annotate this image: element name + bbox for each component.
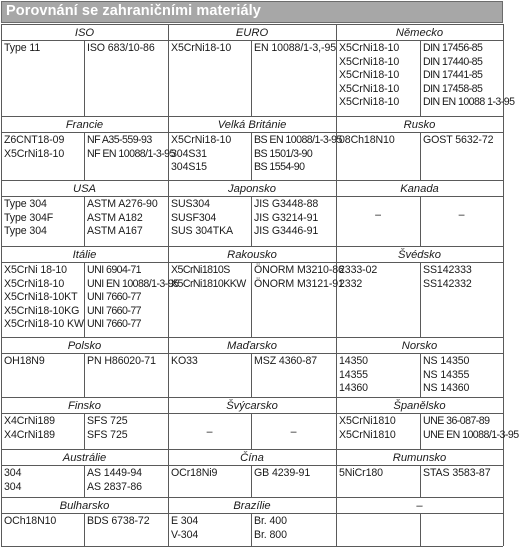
country-header: Bulharsko	[59, 500, 110, 512]
column-divider	[420, 40, 421, 116]
country-header: Rusko	[403, 119, 436, 131]
row-border	[1, 246, 503, 247]
country-header: Španělsko	[393, 400, 446, 412]
material-designations: 304 304	[4, 467, 22, 493]
material-designations: E 304 V-304	[171, 515, 199, 541]
material-designations: 08Ch18N10	[339, 134, 395, 146]
material-designations: SUS304 SUSF304 SUS 304TKA	[171, 198, 234, 238]
row-border	[1, 449, 503, 450]
material-designations: Type 11	[4, 42, 41, 54]
header-underline	[1, 40, 503, 41]
material-standards: UNE 36-087-89 UNE EN 10088/1-3-95	[423, 415, 519, 441]
row-border	[1, 497, 503, 498]
column-divider	[84, 262, 85, 337]
material-standards: PN H86020-71	[87, 355, 156, 367]
table-title: Porovnání se zahraničními materiály	[6, 3, 261, 19]
material-standards: MSZ 4360-87	[254, 355, 318, 367]
country-header: –	[416, 500, 423, 512]
material-standards: NS 14350 NS 14355 NS 14360	[423, 355, 470, 395]
material-standards: Br. 400 Br. 800	[254, 515, 287, 541]
column-divider	[420, 262, 421, 337]
country-header: Austrálie	[62, 452, 107, 464]
country-header: USA	[72, 183, 96, 195]
row-border	[1, 116, 503, 117]
column-divider	[420, 513, 421, 546]
material-standards: BDS 6738-72	[87, 515, 150, 527]
header-underline	[1, 196, 503, 197]
header-underline	[1, 513, 503, 514]
material-designations: X4CrNi189 X4CrNi189	[4, 415, 55, 441]
material-designations: 5NiCr180	[339, 467, 383, 479]
material-designations: OCr18Ni9	[171, 467, 218, 479]
material-standards: NF A35-559-93 NF EN 10088/1-3-95	[87, 134, 175, 160]
header-underline	[1, 132, 503, 133]
column-divider	[420, 465, 421, 497]
table-bottom-border	[1, 546, 503, 547]
material-designations: Z6CNT18-09 X5CrNi18-10	[4, 134, 65, 160]
country-header: Rumunsko	[392, 452, 447, 464]
material-designations: Type 304 Type 304F Type 304	[4, 198, 54, 238]
material-designations: X5CrNi18-10 304S31 304S15	[171, 134, 232, 174]
column-divider	[251, 196, 252, 246]
material-standards: –	[458, 209, 465, 221]
material-standards: –	[290, 426, 297, 438]
column-divider	[84, 465, 85, 497]
material-designations: OH18N9	[4, 355, 45, 367]
material-designations: OCh18N10	[4, 515, 57, 527]
column-divider	[84, 513, 85, 546]
country-header: Švýcarsko	[226, 400, 278, 412]
header-underline	[1, 262, 503, 263]
country-header: Brazílie	[233, 500, 271, 512]
material-designations: X5CrNi1810 X5CrNi1810	[339, 415, 396, 441]
country-header: Německo	[395, 27, 444, 39]
column-divider	[251, 40, 252, 116]
column-divider	[84, 132, 85, 180]
material-designations: X5CrNi 18-10 X5CrNi18-10 X5CrNi18-10KT X5CrNi18-10KG X5CrNi18-10 KW	[4, 264, 84, 331]
country-header: EURO	[235, 27, 269, 39]
country-header: Itálie	[72, 249, 97, 261]
row-border	[1, 180, 503, 181]
country-header: Kanada	[400, 183, 439, 195]
table-left-border	[1, 24, 2, 546]
material-standards: DIN 17456-85 DIN 17440-85 DIN 17441-85 DIN 17458-85 DIN EN 10088 1-3-95	[423, 42, 515, 109]
column-divider	[251, 262, 252, 337]
header-underline	[1, 353, 503, 354]
column-divider	[84, 413, 85, 449]
material-standards: UNI 6904-71 UNI EN 10088/1-3-95 UNI 7660-77 UNI 7660-77 UNI 7660-77	[87, 264, 179, 331]
material-standards: ÖNORM M3210-86 ÖNORM M3121-91	[254, 264, 344, 290]
country-header: Norsko	[401, 340, 438, 352]
column-divider	[251, 465, 252, 497]
material-standards: GOST 5632-72	[423, 134, 494, 146]
column-divider	[420, 132, 421, 180]
material-standards: BS EN 10088/1-3-95 BS 1501/3-90 BS 1554-90	[254, 134, 342, 174]
material-designations: X5CrNi1810S X5CrNi1810KKW	[171, 264, 246, 290]
material-designations: X5CrNi18-10 X5CrNi18-10 X5CrNi18-10 X5CrNi18-10 X5CrNi18-10	[339, 42, 400, 109]
material-designations: X5CrNi18-10	[171, 42, 232, 54]
country-header: Velká Británie	[217, 119, 287, 131]
header-underline	[1, 413, 503, 414]
country-header: Finsko	[68, 400, 101, 412]
column-divider	[251, 132, 252, 180]
column-divider	[84, 353, 85, 397]
material-designations: –	[375, 209, 381, 221]
country-header: Japonsko	[228, 183, 276, 195]
material-designations: –	[206, 426, 213, 438]
column-divider	[420, 353, 421, 397]
column-divider	[251, 353, 252, 397]
material-standards: SS142333 SS142332	[423, 264, 472, 290]
material-standards: STAS 3583-87	[423, 467, 491, 479]
material-designations: 14350 14355 14360	[339, 355, 368, 395]
material-designations: 2333-02 2332	[339, 264, 378, 290]
column-divider	[84, 40, 85, 116]
material-standards: EN 10088/1-3,-95	[254, 42, 337, 54]
header-underline	[1, 465, 503, 466]
column-divider	[251, 513, 252, 546]
country-header: Polsko	[67, 340, 102, 352]
material-standards: ASTM A276-90 ASTM A182 ASTM A167	[87, 198, 158, 238]
country-header: ISO	[74, 27, 95, 39]
material-standards: SFS 725 SFS 725	[87, 415, 128, 441]
column-divider	[420, 413, 421, 449]
material-standards: JIS G3448-88 JIS G3214-91 JIS G3446-91	[254, 198, 319, 238]
column-divider	[84, 196, 85, 246]
row-border	[1, 24, 503, 25]
material-designations: KO33	[171, 355, 198, 367]
country-header: Rakousko	[227, 249, 277, 261]
row-border	[1, 337, 503, 338]
country-header: Švédsko	[398, 249, 441, 261]
country-header: Čína	[240, 452, 264, 464]
material-standards: GB 4239-91	[254, 467, 311, 479]
country-header: Francie	[65, 119, 104, 131]
country-header: Maďarsko	[227, 340, 277, 352]
row-border	[1, 397, 503, 398]
material-standards: AS 1449-94 AS 2837-86	[87, 467, 142, 493]
material-standards: ISO 683/10-86	[87, 42, 155, 54]
